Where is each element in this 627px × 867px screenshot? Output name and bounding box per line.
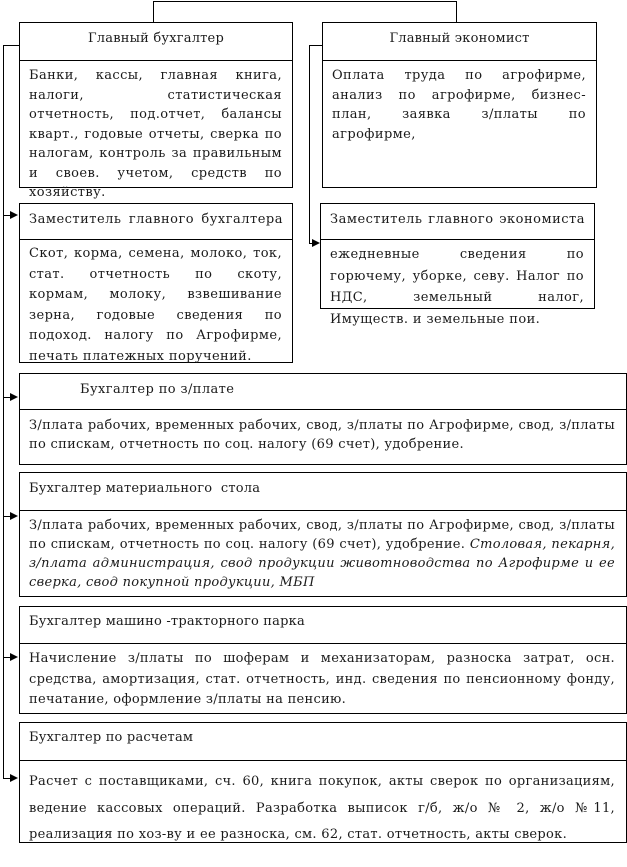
chief-economist-box <box>322 22 597 188</box>
material-accountant-box <box>19 472 627 597</box>
arrow-icon <box>10 774 18 782</box>
settlements-accountant-title: Бухгалтер по расчетам <box>29 730 194 745</box>
economist-branch-horizontal <box>309 45 322 46</box>
accountant-branch-vertical <box>3 45 4 779</box>
deputy-economist-box <box>320 203 595 327</box>
top-connector-horizontal <box>153 1 457 2</box>
deputy-economist-duties: ежедневные сведения по горючему, уборке, севу. Налог по НДС, земельный налог, Имуществ. и земельные пои. <box>330 247 584 327</box>
arrow-icon <box>10 653 18 661</box>
top-connector-left-drop <box>153 1 154 22</box>
machinery-accountant-box <box>19 606 627 714</box>
arrow-icon <box>10 512 18 520</box>
material-accountant-title: Бухгалтер материального стола <box>29 481 261 496</box>
deputy-economist-header <box>321 204 594 240</box>
chief-economist-duties: Оплата труда по агрофирме, анализ по агрофирме, бизнес-план, заявка з/платы по агрофирме, <box>332 68 586 142</box>
deputy-accountant-duties: Скот, корма, семена, молоко, ток, стат. отчетность по скоту, кормам, молоку, взвешивание зерна, годовые сведения по подоход. налогу по Агрофирме, печать платежных поручений. <box>29 246 282 364</box>
deputy-economist-title: Заместитель главного экономиста <box>330 212 585 227</box>
machinery-accountant-title: Бухгалтер машино -тракторного парка <box>29 614 305 629</box>
arrow-icon <box>312 239 320 247</box>
chief-economist-header <box>323 23 596 61</box>
material-accountant-duties-italic: Столовая, пекарня, з/плата администрация, свод продукции животноводства по Агрофирме и ее сверка, свод покупной продукции, МБП <box>29 537 616 590</box>
settlements-accountant-box <box>19 722 627 843</box>
material-accountant-header <box>20 473 626 511</box>
deputy-accountant-title: Заместитель главного бухгалтера <box>29 212 283 227</box>
machinery-accountant-duties: Начисление з/платы по шоферам и механизаторам, разноска затрат, осн. средства, амортизация, стат. отчетность, инд. сведения по пенсионному фонду, печатание, оформление з/платы на пенсию. <box>29 651 615 707</box>
deputy-accountant-box <box>19 203 293 363</box>
payroll-accountant-title: Бухгалтер по з/плате <box>80 382 235 397</box>
material-accountant-duties-block <box>29 516 615 592</box>
machinery-accountant-header <box>20 607 626 644</box>
payroll-accountant-duties: З/плата рабочих, временных рабочих, свод, з/платы по Агрофирме, свод, з/платы по спискам, отчетность по соц. налогу (69 счет), удобрение. <box>29 418 615 452</box>
chief-accountant-box <box>19 22 293 200</box>
deputy-accountant-header <box>20 204 292 240</box>
settlements-accountant-duties: Расчет с поставщиками, сч. 60, книга покупок, акты сверок по организациям, ведение кассовых операций. Разработка выписок г/б, ж/о № 2, ж/о №11, реализация по хоз-ву и ее разноска, см. 62, стат. отчетность, акты сверок. <box>29 774 615 842</box>
chief-accountant-duties: Банки, кассы, главная книга, налоги, статистическая отчетность, под.отчет, балансы кварт., годовые отчеты, сверка по налогам, контроль за правильным и своев. учетом, средств по хозяйству. <box>29 68 282 200</box>
economist-branch-vertical <box>309 45 310 243</box>
arrow-icon <box>10 211 18 219</box>
chief-accountant-header <box>20 23 292 61</box>
chief-economist-title: Главный экономист <box>389 31 530 46</box>
accountant-branch-horizontal <box>3 45 19 46</box>
payroll-accountant-header <box>20 374 626 410</box>
payroll-accountant-box <box>19 373 627 465</box>
material-accountant-duties: З/плата рабочих, временных рабочих, свод, з/платы по Агрофирме, свод, з/платы по спискам, отчетность по соц. налогу (69 счет), удобрение. <box>29 518 615 552</box>
top-connector-right-drop <box>456 1 457 22</box>
chief-accountant-title: Главный бухгалтер <box>88 31 224 46</box>
arrow-icon <box>10 393 18 401</box>
settlements-accountant-header <box>20 723 626 761</box>
